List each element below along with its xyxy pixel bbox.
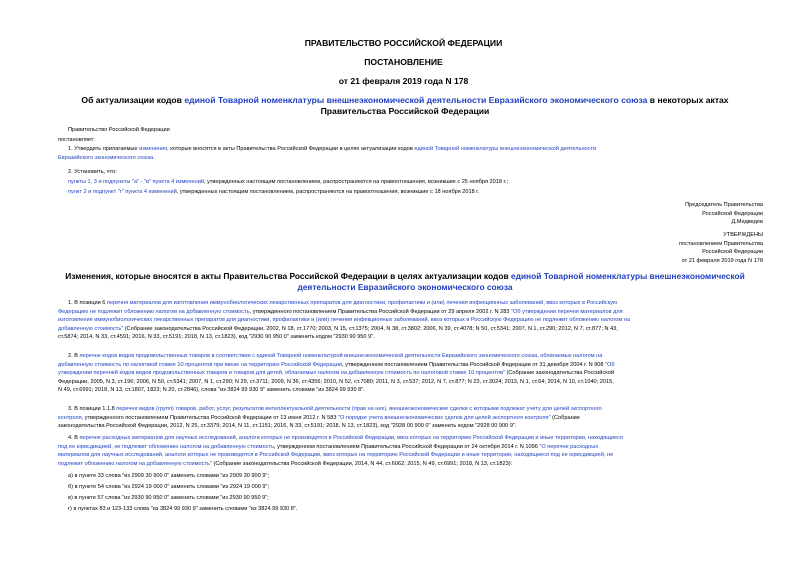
item-2-head: 2. Установить, что: <box>68 169 117 175</box>
item-2-p2-text: , утвержденных настоящим постановлением, распространяются на правоотношения, возникшие с 18 ноября 2018 г. <box>176 189 480 195</box>
p1-l4-text: (Собрание законодательства Российской Федерации, 2002, N 18, ст.1770; 2003, N 15, ст.1375; 2004, N 38, ст.3802; 2006, N 39, ст.4078; N 50, ст.5341; 2007, N 1, ст.290; 2012, N 7, ст.877; N 43, <box>123 325 618 332</box>
subitem-a: а) в пункте 33 слова "из 2909 30 900 0" заменить словами "из 2909 30 900 9"; <box>68 473 269 479</box>
changes-title-link1[interactable]: единой Товарной номенклатуры внешнеэкономической <box>510 271 745 281</box>
intro-line1: Правительство Российской Федерации <box>68 127 170 133</box>
approved-block <box>679 231 763 265</box>
document-title <box>60 95 750 117</box>
item-2-p2-link[interactable]: пункт 2 и подпункт "г" пункта 4 изменений <box>68 189 177 195</box>
p2-l1-link[interactable]: перечне кодов видов продовольственных товаров в соответствии с единой Товарной номенклатурой внешнеэкономической деятельности Евразийского экономического союза, облагаемых налогом на <box>79 353 603 359</box>
item-1-text-a: 1. Утвердить прилагаемые <box>68 146 140 152</box>
subitem-b: б) в пункте 54 слова "из 2924 19 000 0" заменить словами "из 2924 19 000 9"; <box>68 484 270 490</box>
p3-l2-text2: (Собрание <box>550 414 580 421</box>
p3-l1-text: 3. В позиции 1.1.8 <box>68 406 117 412</box>
p1-l1-link[interactable]: перечня материалов для изготовления иммунобиологических лекарственных препаратов для диагностики, профилактики и (или) лечения инфекционных заболеваний, ввоз которых в Российскую <box>106 300 618 306</box>
doc-type-heading: ПОСТАНОВЛЕНИЕ <box>364 57 443 67</box>
title-text-pre: Об актуализации кодов <box>81 95 185 105</box>
paragraph-1 <box>58 299 768 342</box>
p4-l2-text: , утвержденном постановлением Правительства Российской Федерации от 24 октября 2014 г. N 1096 <box>274 443 540 450</box>
p1-l2-link[interactable]: Федерацию не подлежит обложению налогом на добавленную стоимость <box>58 308 250 315</box>
p4-l4-text: (Собрание законодательства Российской Федерации, 2014, N 44, ст.6062; 2015, N 49, ст.6991; 2018, N 13, ст.1823): <box>211 460 513 467</box>
p4-l3-link[interactable]: материалов для научных исследований, аналоги которых не производятся в Российской Федерации, ввоз которых на территорию Российской Федерации и иные территории, находящиеся под ее юрисдикцией, не <box>58 452 614 459</box>
p1-l3-link[interactable]: изготовления иммунобиологических лекарственных препаратов для диагностики, профилактики и (или) лечения инфекционных заболеваний, ввоз которых в Российскую Федерацию не подлежит обложению налогом на <box>58 317 630 324</box>
item-1-link-tn-ved[interactable]: единой Товарной номенклатуры внешнеэкономической деятельности <box>414 146 597 152</box>
p2-l4-text: Федерации, 2005, N 3, ст.196; 2006, N 50, ст.5341; 2007, N 1, ст.290; N 29, ст.3711; 2009, N 36, ст.4356; 2010, N 52, ст.7080; 2011, N 3, ст.537; 2012, N 7, ст.877; N 23, ст.3024; 2013, N 1, ст.64; 2014, N 10, ст.1040; 2015, <box>58 378 614 385</box>
title-link-tn-ved[interactable]: единой Товарной номенклатуры внешнеэкономической деятельности Евразийского экономического союза <box>184 95 648 105</box>
subitem-g: г) в пунктах 83 и 123-133 слова "из 3824 99 930 9" заменить словами "из 3824 99 930 8". <box>68 506 298 512</box>
item-1-link-eaeu[interactable]: Евразийского экономического союза <box>58 154 154 161</box>
signature-line1: Председатель Правительства <box>685 202 763 208</box>
title-line2: Правительства Российской Федерации <box>320 106 490 116</box>
p3-l2-text: , утвержденного постановлением Правительства Российской Федерации от 13 июня 2012 г. N 583 <box>81 414 339 421</box>
changes-title-text: Изменения, которые вносятся в акты Правительства Российской Федерации в целях актуализации кодов <box>65 271 511 281</box>
item-1-text-b: , которые вносятся в акты Правительства Российской Федерации в целях актуализации кодов <box>167 146 415 152</box>
subitem-v: в) в пункте 57 слова "из 2930 90 950 0" заменить словами "из 2930 90 950 9"; <box>68 495 269 501</box>
item-2-p1-text: , утвержденных настоящим постановлением, распространяются на правоотношения, возникшие с 25 ноября 2018 г.; <box>203 179 508 185</box>
p2-l2-link2[interactable]: "Об <box>605 361 615 368</box>
item-2-p2 <box>68 188 479 196</box>
p3-l3-text: законодательства Российской Федерации, 2012, N 25, ст.3379; 2014, N 11, ст.1151; 2016, N 33, ст.5191; 2018, N 13, ст.1823), код "2928 00 900 0" заменить кодом "2928 00 900 9". <box>58 423 517 430</box>
p4-l1-link[interactable]: перечне расходных материалов для научных исследований, аналоги которых не производятся в Российской Федерации, ввоз которых на территорию Российской Федерации и иные территории, находящиеся <box>79 435 623 441</box>
p2-l2-text: , утвержденном постановлением Правительства Российской Федерации от 31 декабря 2004 г. N 908 <box>341 361 606 368</box>
p4-l2-link[interactable]: под ее юрисдикцией, не подлежит обложению налогом на добавленную стоимость <box>58 443 275 450</box>
p4-l1-text: 4. В <box>68 435 80 441</box>
p3-l2-link2[interactable]: "О порядке учета внешнеэкономических сделок для целей экспортного контроля" <box>338 414 551 421</box>
signature-block <box>685 201 763 227</box>
paragraph-2 <box>58 352 768 395</box>
paragraph-4 <box>58 434 768 468</box>
p3-l1-link[interactable]: перечня видов (групп) товаров, работ, услуг, результатов интеллектуальной деятельности (прав на них), внешнеэкономические сделки с которыми подлежат учету для целей экспортного <box>116 406 602 412</box>
p1-l2-text: , утвержденного постановлением Правительства Российской Федерации от 29 апреля 2002 г. N 283 <box>249 308 511 315</box>
p2-l5-text: N 49, ст.6991; 2018, N 13, ст.1807, 1823; N 20, ст.2846), слова "из 3824 99 930 9" заменить словами "из 3824 99 930 8". <box>58 387 365 394</box>
org-heading: ПРАВИТЕЛЬСТВО РОССИЙСКОЙ ФЕДЕРАЦИИ <box>304 38 503 48</box>
p1-l2-link2[interactable]: "Об утверждении перечня материалов для <box>510 308 623 315</box>
signature-line2: Российской Федерации <box>702 210 763 217</box>
p4-l4-link[interactable]: подлежит обложению налогом на добавленную стоимость" <box>58 460 212 467</box>
title-text-post: в некоторых актах <box>647 95 729 105</box>
approved-line1: УТВЕРЖДЕНЫ <box>723 232 763 238</box>
intro-line2: постановляет: <box>58 137 95 143</box>
changes-title <box>30 271 780 293</box>
item-2-p1 <box>68 178 508 186</box>
p2-l1-text: 2. В <box>68 353 80 359</box>
changes-title-link2[interactable]: деятельности Евразийского экономического союза <box>297 282 513 292</box>
p2-l2-link[interactable]: добавленную стоимость по налоговой ставке 10 процентов при ввозе на территорию Российской Федерации <box>58 361 342 368</box>
p1-l4-link[interactable]: добавленную стоимость" <box>58 325 124 332</box>
p2-l3-text: (Собрание законодательства Российской <box>504 370 614 377</box>
item-2-p1-link[interactable]: пункты 1, 3 и подпункты "а" - "в" пункта 4 изменений <box>68 179 204 185</box>
p1-l5-text: ст.5874; 2014, N 33, ст.4591; 2016, N 33, ст.5191; 2018, N 13, ст.1823), код "2930 90 950 0" заменить кодом "2930 90 950 9". <box>58 334 375 341</box>
approved-line3: Российской Федерации <box>702 249 763 256</box>
p1-l1-text: 1. В позиции 6 <box>68 300 107 306</box>
paragraph-3 <box>58 405 768 431</box>
signature-name: Д.Медведев <box>731 219 763 226</box>
approved-line4: от 21 февраля 2019 года N 178 <box>681 257 763 264</box>
p3-l2-link[interactable]: контроля <box>58 414 82 421</box>
date-number-heading: от 21 февраля 2019 года N 178 <box>338 76 469 86</box>
p4-l2-link2[interactable]: "О перечне расходных <box>539 443 599 450</box>
item-1 <box>58 145 768 162</box>
p2-l3-link[interactable]: утверждении перечней кодов видов продовольственных товаров и товаров для детей, облагаемых налогом на добавленную стоимость по налоговой ставке 10 процентов" <box>58 370 505 377</box>
item-1-link-changes[interactable]: изменения <box>139 146 168 152</box>
approved-line2: постановлением Правительства <box>678 240 763 247</box>
item-1-text-c: . <box>153 154 155 161</box>
